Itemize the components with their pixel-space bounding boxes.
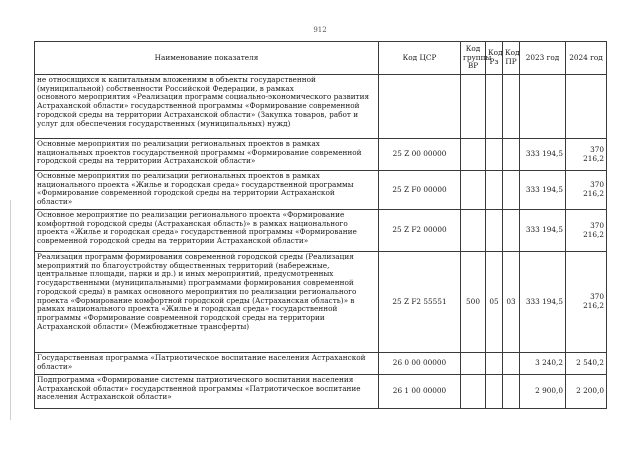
table-row [35,139,607,171]
row-pr-cell [503,375,520,409]
row-name-line: комфортной городской среды (Астраханская область)» в рамках национального [37,218,348,228]
page-number: 912 [313,26,327,34]
row-rz-cell [486,375,503,409]
row-name-line: национальных проектов государственной программы «Формирование современной [37,147,362,157]
row-pr-cell [503,171,520,210]
table-row [35,210,607,252]
row-2024-cell: 2 200,0 [566,375,607,409]
row-name-line: городской среды на территории Астраханской области» (Закупка товаров, работ и [37,109,359,119]
row-rz-cell [486,171,503,210]
row-2023-cell: 333 194,5 [520,210,566,252]
row-csr-cell: 25 Z F2 00000 [379,210,461,252]
row-name-line: Подпрограмма «Формирование системы патриотического воспитания населения [37,375,354,384]
row-csr-cell: 26 1 00 00000 [379,375,461,409]
table-row [35,75,607,139]
row-vr-cell [461,353,486,375]
row-name-line: городской среды) в рамках основного мероприятия по реализации регионального [37,286,357,296]
row-vr-cell: 500 [461,252,486,353]
row-name-line: центральные площади, парки и др.) и иных мероприятий, предусмотренных [37,269,334,279]
row-name-line: Реализация программ формирования современной городской среды (Реализация [37,252,354,261]
row-vr-cell [461,375,486,409]
row-2024-cell: 370 216,2 [566,210,607,252]
header-rz: Код Рз [486,42,503,75]
row-csr-cell: 26 0 00 00000 [379,353,461,375]
row-name-line: Основные мероприятия по реализации региональных проектов в рамках [37,139,320,148]
row-name-cell [35,252,379,353]
table-row [35,252,607,353]
row-name-line: Астраханской области» (Межбюджетные трансферты) [37,321,250,331]
row-name-line: мероприятий по благоустройству общественных территорий (набережные, [37,260,330,270]
header-2023: 2023 год [520,42,566,75]
row-name-line: городской среды на территории Астраханской области» [37,156,256,166]
row-csr-cell: 25 Z F2 55551 [379,252,461,353]
row-name-line: основного мероприятия «Реализация программ социально-экономического развития [37,92,370,102]
row-name-line: проекта «Формирование комфортной городской среды (Астраханская область)» в [37,295,355,305]
row-name-cell [35,139,379,171]
row-2023-cell: 3 240,2 [520,353,566,375]
row-name-line: государственными (муниципальными) программами формирования современной [37,278,354,288]
row-2023-cell: 333 194,5 [520,252,566,353]
row-2024-cell [566,75,607,139]
row-pr-cell [503,139,520,171]
row-name-line: не относящихся к капитальным вложениям в объекты государственной [37,75,316,84]
row-name-line: области» [37,361,73,371]
row-name-cell [35,210,379,252]
row-vr-cell [461,210,486,252]
row-rz-cell [486,210,503,252]
row-rz-cell [486,353,503,375]
row-name-line: программы «Формирование современной городской среды на территории [37,312,325,322]
header-2024: 2024 год [566,42,607,75]
table-row [35,375,607,409]
row-pr-cell: 03 [503,252,520,353]
row-name-cell [35,75,379,139]
row-name-line: услуг для обеспечения государственных (муниципальных) нужд) [37,118,291,128]
row-name-line: национального проекта «Жилье и городская среда» государственной программы [37,179,354,189]
row-name-line: Астраханской области» государственной программы «Формирование современной [37,101,360,111]
row-name-line: рамках национального проекта «Жилье и городская среда» государственной [37,304,338,314]
row-rz-cell [486,139,503,171]
table-row [35,171,607,210]
row-name-cell [35,375,379,409]
header-name: Наименование показателя [35,42,379,75]
row-2023-cell: 2 900,0 [520,375,566,409]
header-pr: Код ПР [503,42,520,75]
row-vr-cell [461,75,486,139]
row-rz-cell: 05 [486,252,503,353]
row-name-line: (муниципальной) собственности Российской Федерации, в рамках [37,83,294,93]
row-name-line: Основное мероприятие по реализации регионального проекта «Формирование [37,210,345,219]
row-2024-cell: 370 216,2 [566,139,607,171]
row-2023-cell: 333 194,5 [520,171,566,210]
row-2023-cell: 333 194,5 [520,139,566,171]
row-2024-cell: 370 216,2 [566,252,607,353]
row-name-line: Основные мероприятия по реализации региональных проектов в рамках [37,171,320,180]
row-name-line: Государственная программа «Патриотическое воспитание населения Астраханской [37,353,366,362]
row-name-cell [35,171,379,210]
row-name-line: Астраханской области» государственной программы «Патриотическое воспитание [37,383,361,393]
table-row [35,353,607,375]
row-name-line: проекта «Жилье и городская среда» государственной программы «Формирование [37,227,357,237]
row-pr-cell [503,353,520,375]
budget-table [34,41,607,409]
row-csr-cell [379,75,461,139]
row-pr-cell [503,75,520,139]
row-name-line: «Формирование современной городской среды на территории Астраханской [37,188,335,198]
row-name-cell [35,353,379,375]
row-name-line: области» [37,197,73,207]
row-2024-cell: 370 216,2 [566,171,607,210]
table-header-row [35,42,607,75]
row-vr-cell [461,171,486,210]
row-name-line: населения Астраханской области» [37,392,172,402]
row-2023-cell [520,75,566,139]
row-vr-cell [461,139,486,171]
row-2024-cell: 2 540,2 [566,353,607,375]
header-csr: Код ЦСР [379,42,461,75]
scan-margin-line [10,200,11,420]
row-rz-cell [486,75,503,139]
row-csr-cell: 25 Z 00 00000 [379,139,461,171]
header-vr: Код группы ВР [461,42,486,75]
row-csr-cell: 25 Z F0 00000 [379,171,461,210]
row-pr-cell [503,210,520,252]
row-name-line: современной городской среды на территории Астраханской области» [37,236,309,246]
